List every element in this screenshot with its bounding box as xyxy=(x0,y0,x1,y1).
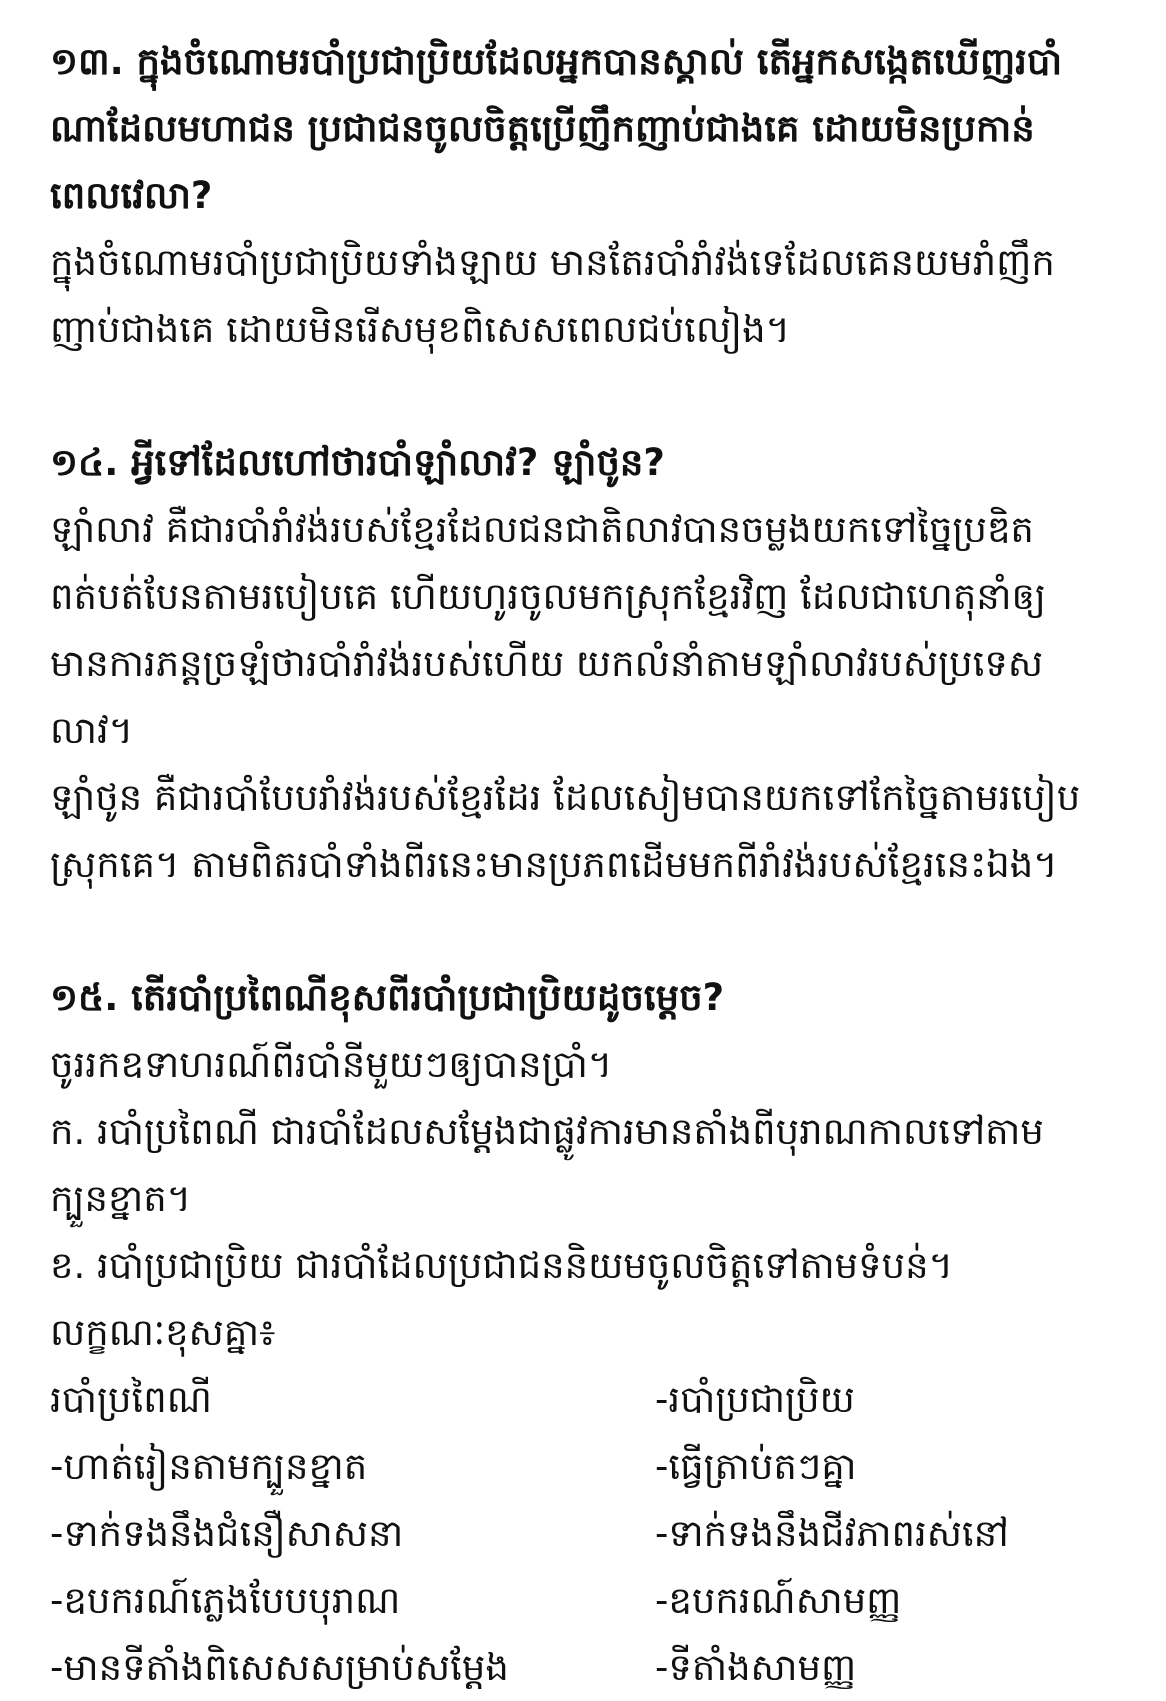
answer-14-line-1: ឡាំលាវ គឺជារបាំរាំវង់របស់ខ្មែរដែលជនជាតិលាវបានចម្លងយកទៅច្នៃប្រឌិត xyxy=(50,508,1034,551)
question-13-line-1: ១៣. ក្នុងចំណោមរបាំប្រជាប្រិយដែលអ្នកបានស្គាល់ តើអ្នកសង្កេតឃើញរបាំ xyxy=(50,40,1063,83)
question-14-line-1: ១៤. អ្វីទៅដែលហៅថារបាំឡាំលាវ? ឡាំថូន? xyxy=(50,441,665,484)
section-gap xyxy=(50,363,1130,429)
question-13-line-2: ណាដែលមហាជន ប្រជាជនចូលចិត្តប្រើញឹកញាប់ជាងគេ ដោយមិនប្រកាន់ xyxy=(50,107,1035,150)
section-gap xyxy=(50,898,1130,964)
answer-14-line-5: ឡាំថូន គឺជារបាំបែបរាំវង់របស់ខ្មែរដែរ ដែលសៀមបានយកទៅកែច្នៃតាមរបៀប xyxy=(50,776,1081,819)
comparison-left-item: -ហាត់រៀនតាមក្បួនខ្នាត xyxy=(50,1445,368,1488)
comparison-right-item: -ទាក់ទងនឹងជីវភាពរស់នៅ xyxy=(655,1512,1009,1555)
answer-15-line-1: ចូររកឧទាហរណ៍ពីរបាំនីមួយៗឲ្យបានប្រាំ។ xyxy=(50,1043,613,1086)
comparison-list xyxy=(50,1366,1130,1701)
answer-14-line-3: មានការភន្តច្រឡំថារបាំរាំវង់របស់ហើយ យកលំនាំតាមឡាំលាវរបស់ប្រទេស xyxy=(50,642,1044,685)
comparison-right-item: -ធ្វើត្រាប់តៗគ្នា xyxy=(655,1445,857,1488)
question-13-line-3: ពេលវេលា? xyxy=(50,174,213,217)
comparison-left-item: -ទាក់ទងនឹងជំនឿសាសនា xyxy=(50,1512,404,1555)
comparison-left-item: -មានទីតាំងពិសេសសម្រាប់សម្ដែង xyxy=(50,1646,509,1689)
answer-13-line-1: ក្នុងចំណោមរបាំប្រជាប្រិយទាំងឡាយ មានតែរបាំរាំវង់ទេដែលគេនយមរាំញឹក xyxy=(50,241,1055,284)
answer-15-line-5: លក្ខណៈខុសគ្នា៖ xyxy=(50,1311,276,1354)
comparison-row xyxy=(50,1567,1130,1634)
answer-14-line-6: ស្រុកគេ។ តាមពិតរបាំទាំងពីរនេះមានប្រភពដើមមកពីរាំវង់របស់ខ្មែរនេះឯង។ xyxy=(50,843,1058,886)
comparison-right-item: -ទីតាំងសាមញ្ញ xyxy=(655,1646,857,1689)
document-page xyxy=(50,28,1130,1701)
section-14 xyxy=(50,429,1130,898)
answer-14-line-2: ពត់បត់បែនតាមរបៀបគេ ហើយហូរចូលមកស្រុកខ្មែរវិញ ដែលជាហេតុនាំឲ្យ xyxy=(50,575,1047,618)
comparison-row xyxy=(50,1500,1130,1567)
comparison-row xyxy=(50,1366,1130,1433)
answer-13-line-2: ញាប់ជាងគេ ដោយមិនរើសមុខពិសេសពេលជប់លៀង។ xyxy=(50,308,791,351)
answer-15-line-3: ក្បួនខ្នាត។ xyxy=(50,1177,192,1220)
comparison-right-item: -របាំប្រជាប្រិយ xyxy=(655,1378,855,1421)
answer-15-line-4: ខ. របាំប្រជាប្រិយ ជារបាំដែលប្រជាជននិយមចូលចិត្តទៅតាមទំបន់។ xyxy=(50,1244,954,1287)
comparison-row xyxy=(50,1634,1130,1701)
comparison-left-item: -ឧបករណ៍ភ្លេងបែបបុរាណ xyxy=(50,1579,401,1622)
section-15 xyxy=(50,964,1130,1366)
answer-15-line-2: ក. របាំប្រពៃណី ជារបាំដែលសម្ដែងជាផ្លូវការមានតាំងពីបុរាណកាលទៅតាម xyxy=(50,1110,1044,1153)
comparison-row xyxy=(50,1433,1130,1500)
answer-14-line-4: លាវ។ xyxy=(50,709,134,752)
question-15-line-1: ១៥. តើរបាំប្រពៃណីខុសពីរបាំប្រជាប្រិយដូចម្ដេច? xyxy=(50,976,725,1019)
comparison-right-item: -ឧបករណ៍សាមញ្ញ xyxy=(655,1579,902,1622)
section-13 xyxy=(50,28,1130,363)
comparison-left-item: របាំប្រពៃណី xyxy=(50,1378,212,1421)
